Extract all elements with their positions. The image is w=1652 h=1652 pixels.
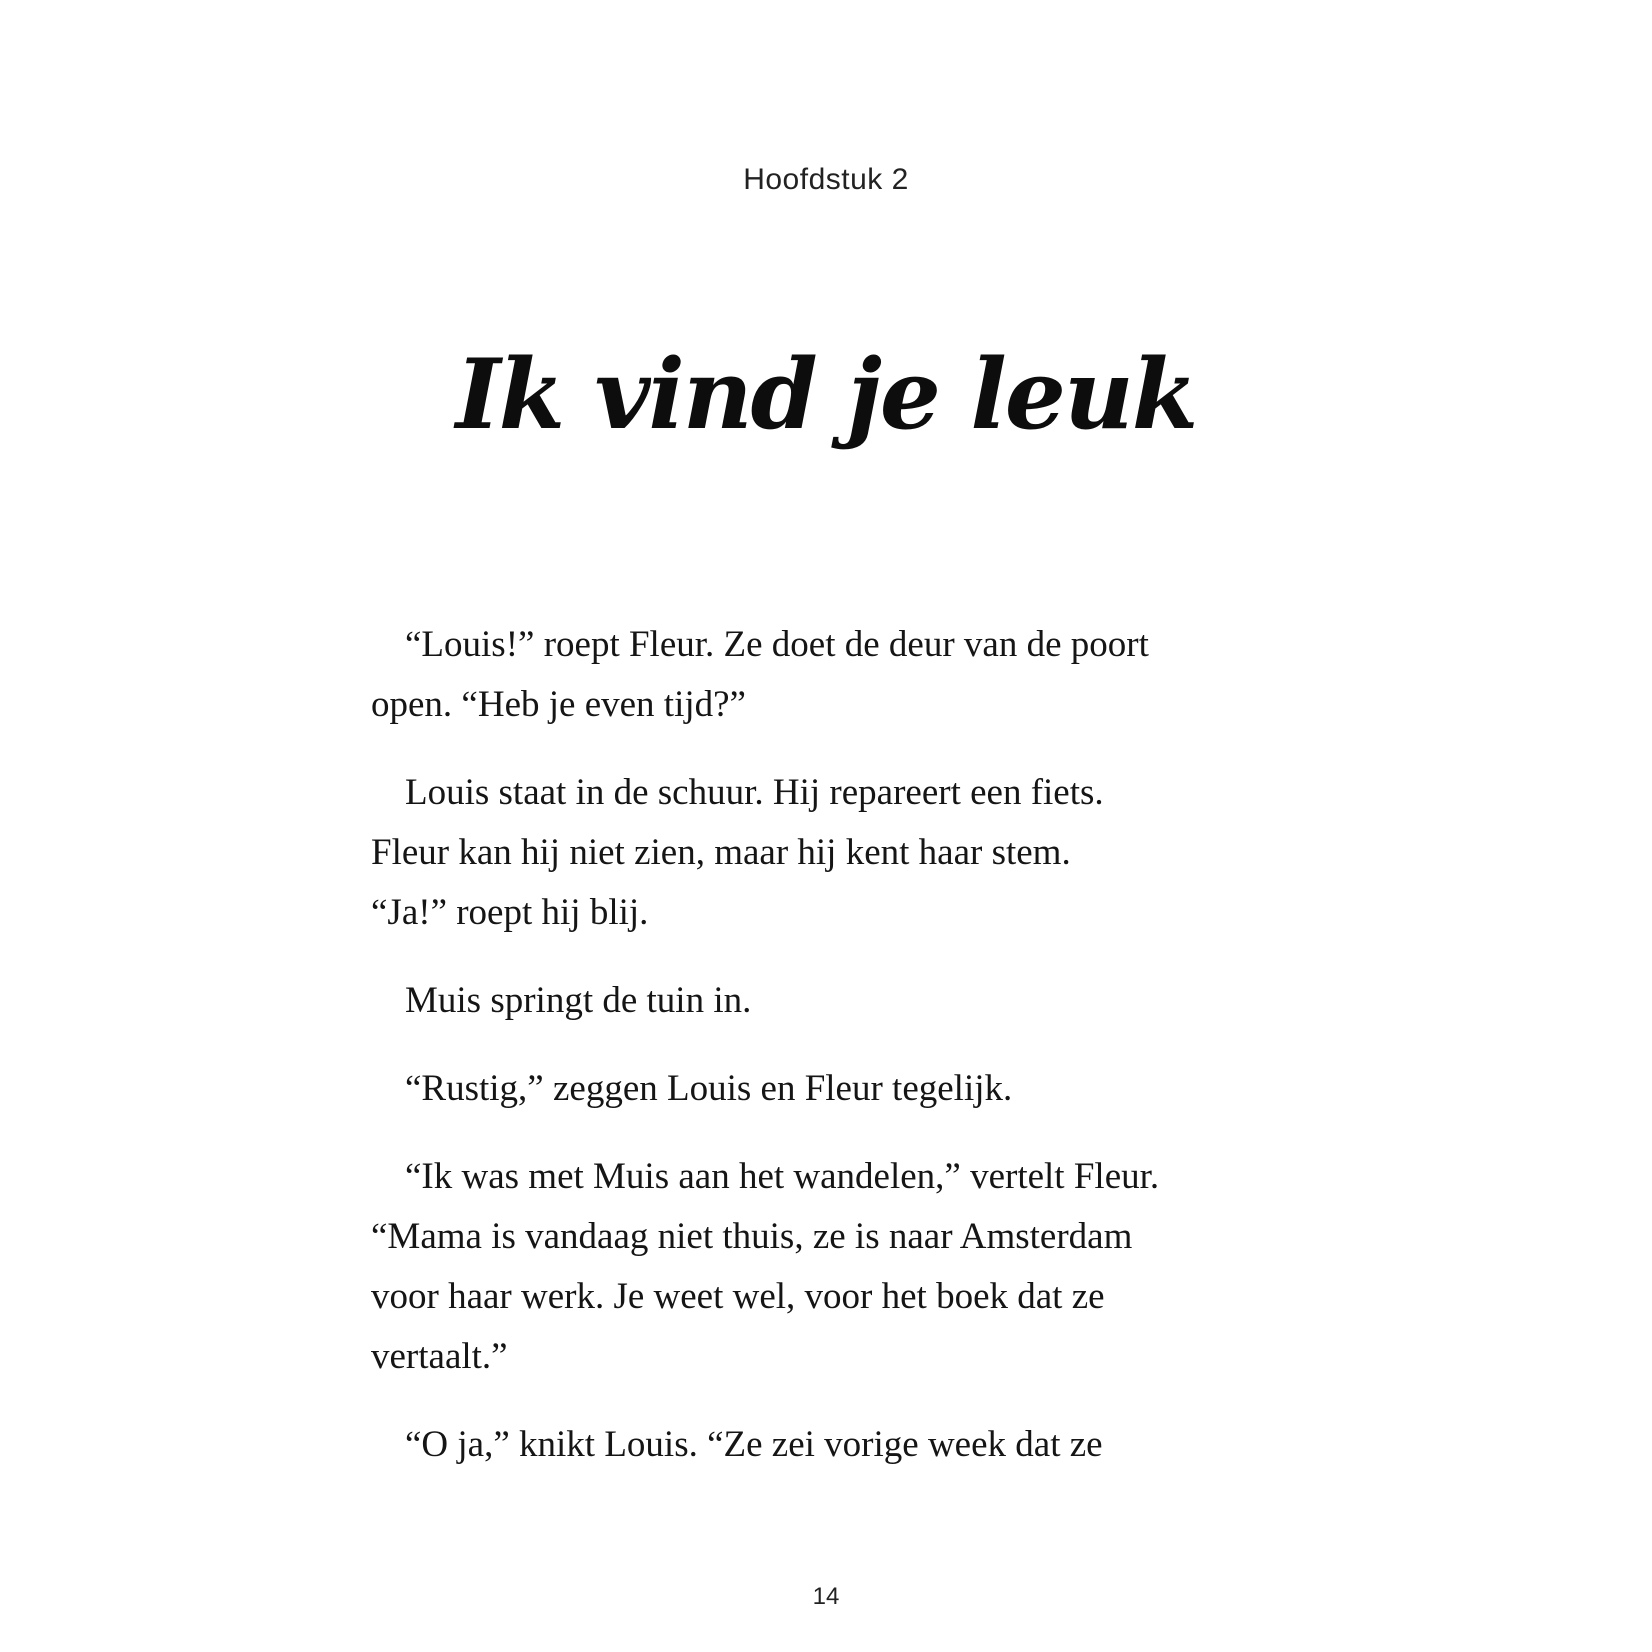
text-line: Fleur kan hij niet zien, maar hij kent haar stem. [371, 832, 1071, 873]
body-text [371, 615, 1271, 1503]
chapter-title: Ik vind je leuk [455, 338, 1197, 451]
text-line: voor haar werk. Je weet wel, voor het boek dat ze [371, 1276, 1105, 1317]
chapter-label: Hoofdstuk 2 [743, 163, 909, 196]
text-line: open. “Heb je even tijd?” [371, 684, 746, 725]
paragraph-5 [371, 1147, 1271, 1387]
text-line: “Louis!” roept Fleur. Ze doet de deur van de poort [405, 624, 1149, 665]
text-line: Louis staat in de schuur. Hij repareert een fiets. [405, 772, 1104, 813]
paragraph-3 [371, 971, 1271, 1031]
paragraph-2 [371, 763, 1271, 943]
page-number: 14 [812, 1583, 840, 1610]
text-line: Muis springt de tuin in. [405, 980, 752, 1021]
text-line: “Ik was met Muis aan het wandelen,” vertelt Fleur. [405, 1156, 1160, 1197]
text-line: “Ja!” roept hij blij. [371, 892, 649, 933]
paragraph-1 [371, 615, 1271, 735]
text-line: vertaalt.” [371, 1336, 508, 1377]
text-line: “O ja,” knikt Louis. “Ze zei vorige week dat ze [405, 1424, 1103, 1465]
paragraph-4 [371, 1059, 1271, 1119]
paragraph-6 [371, 1415, 1271, 1475]
text-line: “Mama is vandaag niet thuis, ze is naar Amsterdam [371, 1216, 1133, 1257]
text-line: “Rustig,” zeggen Louis en Fleur tegelijk. [405, 1068, 1013, 1109]
